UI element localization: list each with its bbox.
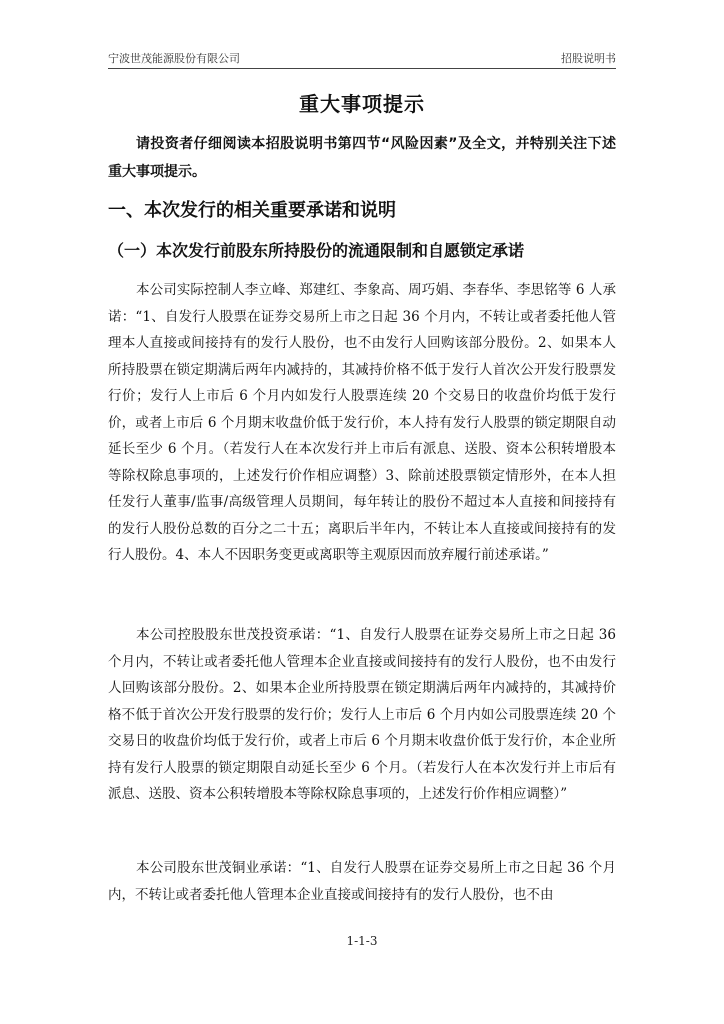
paragraph-shareholder-commitment: 本公司股东世茂铜业承诺：“1、自发行人股票在证券交易所上市之日起 36 个月内，不转让或者委托他人管理本企业直接或间接持有的发行人股份，也不由 [108, 860, 616, 903]
section-heading: 一、本次发行的相关重要承诺和说明 [108, 200, 396, 221]
intro-paragraph: 请投资者仔细阅读本招股说明书第四节“风险因素”及全文，并特别关注下述重大事项提示。 [108, 136, 616, 180]
subsection-heading: （一）本次发行前股东所持股份的流通限制和自愿锁定承诺 [108, 241, 525, 260]
header-divider [108, 68, 616, 69]
paragraph-controller-commitment: 本公司实际控制人李立峰、郑建红、李象高、周巧娟、李春华、李思铭等 6 人承诺：“1、自发行人股票在证券交易所上市之日起 36 个月内，不转让或者委托他人管理本人直接或间接持有的发行人股份，也不由发行人回购该部分股份。2、如果本人所持股票在锁定期满后两年内减持的，其减持价格不低于发行人首次公开发行股票发行价；发行人上市后 6 个月内如发行人股票连续 20 个交易日的收盘价均低于发行价，或者上市后 6 个月期末收盘价低于发行价，本人持有发行人股票的锁定期限自动延长至少 6 个月。（若发行人在本次发行并上市后有派息、送股、资本公积转增股本等除权除息事项的，上述发行价作相应调整）3、除前述股票锁定情形外，在本人担任发行人董事/监事/高级管理人员期间，每年转让的股份不超过本人直接和间接持有的发行人股份总数的百分之二十五；离职后半年内，不转让本人直接或间接持有的发行人股份。4、本人不因职务变更或离职等主观原因而放弃履行前述承诺。” [108, 282, 616, 563]
page-number: 1-1-3 [346, 934, 378, 948]
page-header [108, 50, 616, 68]
paragraph-controlling-shareholder-commitment: 本公司控股股东世茂投资承诺：“1、自发行人股票在证券交易所上市之日起 36 个月内，不转让或者委托他人管理本企业直接或间接持有的发行人股份，也不由发行人回购该部分股份。2、如果本企业所持股票在锁定期满后两年内减持的，其减持价格不低于首次公开发行股票的发行价；发行人上市后 6 个月内如公司股票连续 20 个交易日的收盘价均低于发行价，或者上市后 6 个月期末收盘价低于发行价，本企业所持有发行人股票的锁定期限自动延长至少 6 个月。（若发行人在本次发行并上市后有派息、送股、资本公积转增股本等除权除息事项的，上述发行价作相应调整）” [108, 627, 616, 802]
header-company-name: 宁波世茂能源股份有限公司 [108, 52, 240, 65]
page-title: 重大事项提示 [299, 92, 425, 116]
header-document-type: 招股说明书 [561, 52, 616, 65]
